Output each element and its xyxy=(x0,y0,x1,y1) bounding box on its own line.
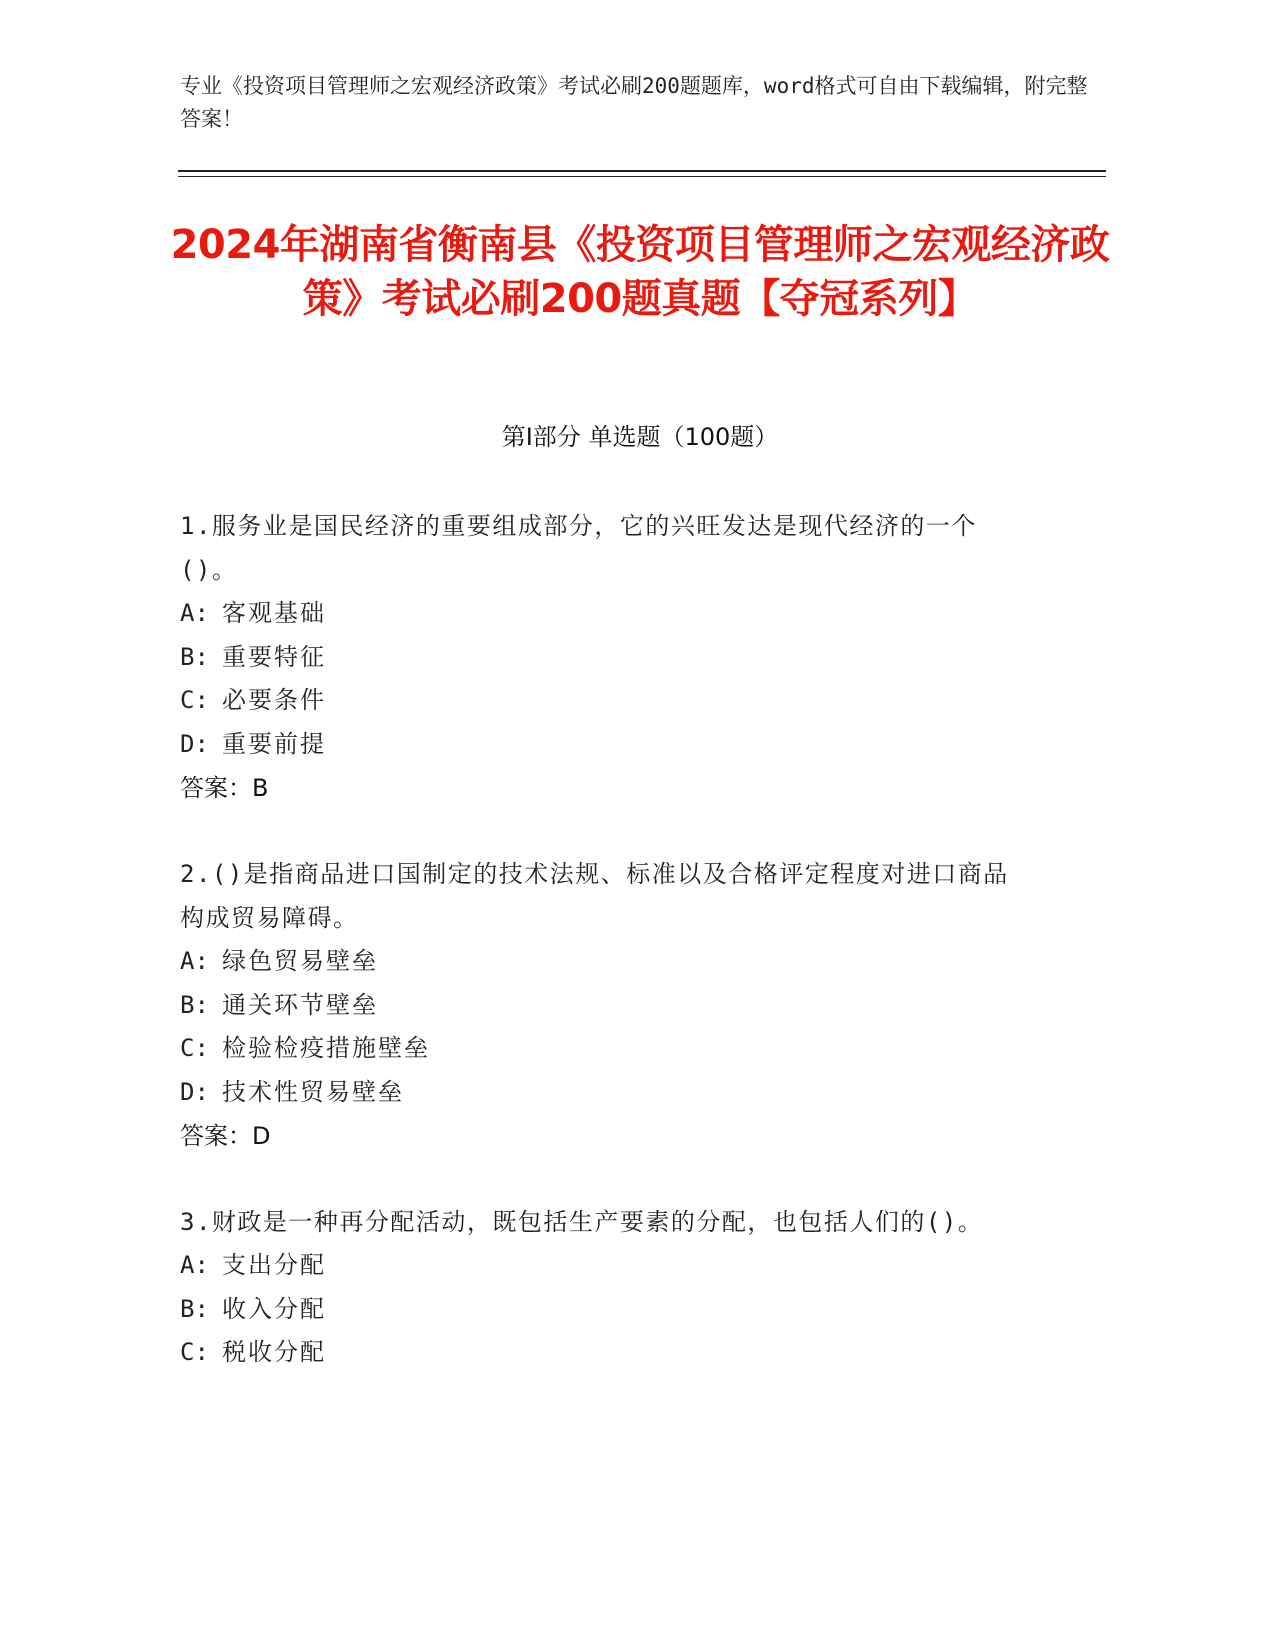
option-c xyxy=(180,1331,1020,1375)
option-c xyxy=(180,679,1020,723)
option-text: 技术性贸易壁垒 xyxy=(222,1077,404,1106)
option-letter: C: xyxy=(180,686,209,714)
question-stem: 2.()是指商品进口国制定的技术法规、标准以及合格评定程度对进口商品构成贸易障碍。 xyxy=(180,860,1009,932)
option-text: 重要前提 xyxy=(222,729,326,758)
option-text: 客观基础 xyxy=(222,599,326,627)
option-a xyxy=(180,592,1020,636)
option-text: 收入分配 xyxy=(222,1294,326,1323)
option-c xyxy=(180,1027,1020,1071)
question-3 xyxy=(180,1200,1020,1375)
header-divider-thick xyxy=(178,170,1106,172)
option-d xyxy=(180,723,1020,767)
option-letter: C: xyxy=(180,1034,209,1062)
answer: 答案：D xyxy=(180,1122,271,1150)
option-text: 检验检疫措施壁垒 xyxy=(222,1034,430,1062)
option-letter: A: xyxy=(180,599,209,627)
document-title: 2024年湖南省衡南县《投资项目管理师之宏观经济政策》考试必刷200题真题【夺冠系列】 xyxy=(170,222,1110,322)
option-letter: B: xyxy=(180,990,209,1019)
option-a xyxy=(180,940,1020,984)
option-text: 必要条件 xyxy=(222,686,326,714)
question-stem: 3.财政是一种再分配活动，既包括生产要素的分配，也包括人们的()。 xyxy=(180,1208,984,1236)
question-stem: 1.服务业是国民经济的重要组成部分，它的兴旺发达是现代经济的一个()。 xyxy=(180,512,977,584)
option-letter: C: xyxy=(180,1338,209,1366)
option-letter: B: xyxy=(180,642,209,671)
option-letter: A: xyxy=(180,947,209,975)
option-b xyxy=(180,1288,1020,1332)
option-text: 绿色贸易壁垒 xyxy=(222,947,378,975)
header-divider-thin xyxy=(178,176,1106,177)
option-a xyxy=(180,1244,1020,1288)
option-b xyxy=(180,984,1020,1028)
header-note: 专业《投资项目管理师之宏观经济政策》考试必刷200题题库，word格式可自由下载编辑，附完整答案！ xyxy=(180,74,1088,131)
option-letter: D: xyxy=(180,1077,209,1106)
option-text: 通关环节壁垒 xyxy=(222,990,378,1019)
option-letter: D: xyxy=(180,729,209,758)
option-d xyxy=(180,1071,1020,1115)
option-text: 税收分配 xyxy=(222,1338,326,1366)
option-text: 重要特征 xyxy=(222,642,326,671)
question-1 xyxy=(180,504,1020,810)
section-title: 第I部分 单选题（100题） xyxy=(501,423,779,451)
option-letter: B: xyxy=(180,1294,209,1323)
question-2 xyxy=(180,852,1020,1158)
answer: 答案：B xyxy=(180,774,269,802)
option-b xyxy=(180,636,1020,680)
option-letter: A: xyxy=(180,1251,209,1279)
option-text: 支出分配 xyxy=(222,1251,326,1279)
